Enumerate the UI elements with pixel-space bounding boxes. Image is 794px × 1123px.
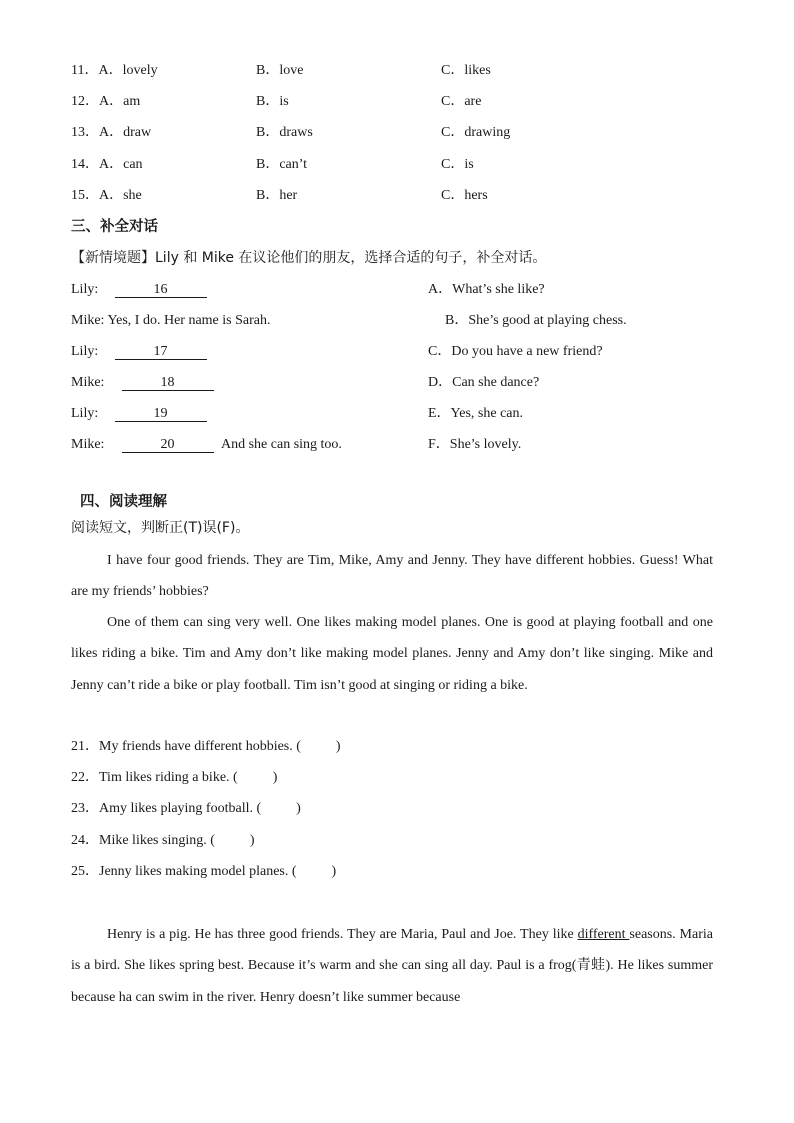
question-number: 22． <box>71 770 99 785</box>
question-23 <box>71 800 301 818</box>
dialogue-line-17 <box>71 343 207 361</box>
section-4-instruction: 阅读短文，判断正(T)误(F)。 <box>71 520 250 536</box>
speaker: Mike: <box>71 313 105 328</box>
paragraph-text: One of them can sing very well. One likes making model planes. One is good at playing football and one likes riding a bike. Tim and Amy don’t like making model planes. Jenny and Amy don’t like singing. Mike and Jenny can’t ride a bike or play football. Tim isn’t good at singing or riding a bike. <box>71 615 713 693</box>
question-number: 15． <box>71 188 99 203</box>
dialogue-option-d: D．Can she dance? <box>428 375 540 390</box>
answer-blank[interactable]: 18 <box>122 375 214 391</box>
speaker: Lily: <box>71 282 99 297</box>
choice-row-15 <box>71 187 142 205</box>
option-b: B．her <box>256 188 298 203</box>
question-text: Jenny likes making model planes. <box>99 864 289 879</box>
option-b: B．is <box>256 94 289 109</box>
dialogue-option-b: B．She’s good at playing chess. <box>445 313 627 328</box>
section-3-instruction: 【新情境题】Lily 和 Mike 在议论他们的朋友，选择合适的句子，补全对话。 <box>71 250 547 266</box>
option-c: C．drawing <box>441 125 511 140</box>
answer-blank[interactable]: 19 <box>115 406 207 422</box>
reading-passage-2 <box>71 919 713 1013</box>
dialogue-line-mike <box>71 312 271 330</box>
choice-row-13 <box>71 124 151 142</box>
question-21 <box>71 738 341 756</box>
question-text: Tim likes riding a bike. <box>99 770 230 785</box>
dialogue-text: Yes, I do. Her name is Sarah. <box>107 313 271 328</box>
question-number: 13． <box>71 125 99 140</box>
option-c: C．hers <box>441 188 488 203</box>
dialogue-text: And she can sing too. <box>221 437 342 452</box>
speaker: Mike: <box>71 375 105 390</box>
answer-blank[interactable]: 17 <box>115 344 207 360</box>
dialogue-option-c: C．Do you have a new friend? <box>428 344 603 359</box>
choice-row-14 <box>71 156 143 174</box>
option-a: A．am <box>99 94 141 109</box>
option-c: C．likes <box>441 63 491 78</box>
reading-paragraph-1 <box>71 545 713 608</box>
option-a: A．she <box>99 188 142 203</box>
option-a: A．lovely <box>98 63 158 78</box>
question-number: 11． <box>71 63 99 78</box>
question-text: My friends have different hobbies. <box>99 739 293 754</box>
answer-parentheses[interactable]: ( ) <box>210 833 255 848</box>
passage-text: Henry is a pig. He has three good friends. They are Maria, Paul and Joe. They like <box>107 927 578 942</box>
section-3-title: 三、补全对话 <box>71 219 158 235</box>
dialogue-line-16 <box>71 281 207 299</box>
option-b: B．can’t <box>256 157 308 172</box>
answer-parentheses[interactable]: ( ) <box>256 801 301 816</box>
answer-parentheses[interactable]: ( ) <box>291 864 337 879</box>
dialogue-line-20 <box>71 436 342 454</box>
option-b: B．love <box>256 63 304 78</box>
option-a: A．can <box>99 157 143 172</box>
option-c: C．is <box>441 157 474 172</box>
question-text: Mike likes singing. <box>99 833 207 848</box>
section-4-title: 四、阅读理解 <box>80 494 167 510</box>
underlined-word: different <box>577 927 630 942</box>
question-number: 21． <box>71 739 99 754</box>
dialogue-line-18 <box>71 374 214 392</box>
passage-text: seasons. Maria is a bird. She likes spring best. Because it’s warm and she can sing all day. Paul is a frog( <box>71 927 713 974</box>
dialogue-option-f: F．She’s lovely. <box>428 437 522 452</box>
speaker: Lily: <box>71 344 99 359</box>
question-24 <box>71 832 255 850</box>
choice-row-11 <box>71 62 158 80</box>
question-number: 12． <box>71 94 99 109</box>
question-number: 25． <box>71 864 99 879</box>
speaker: Mike: <box>71 437 105 452</box>
answer-parentheses[interactable]: ( ) <box>233 770 278 785</box>
passage-cjk-gloss: 青蛙 <box>576 957 606 974</box>
option-a: A．draw <box>99 125 152 140</box>
passage-text: ). He likes summer because ha can swim in the river. Henry doesn’t like summer because <box>71 958 714 1005</box>
question-number: 24． <box>71 833 99 848</box>
question-number: 14． <box>71 157 99 172</box>
dialogue-option-a: A．What’s she like? <box>428 282 545 297</box>
dialogue-line-19 <box>71 405 207 423</box>
choice-row-12 <box>71 93 140 111</box>
question-number: 23． <box>71 801 99 816</box>
answer-blank[interactable]: 20 <box>122 437 214 453</box>
reading-paragraph-2 <box>71 607 713 701</box>
paragraph-text: I have four good friends. They are Tim, Mike, Amy and Jenny. They have different hobbies. Guess! What are my friends’ hobbies? <box>71 553 713 600</box>
speaker: Lily: <box>71 406 99 421</box>
dialogue-option-e: E．Yes, she can. <box>428 406 524 421</box>
option-c: C．are <box>441 94 482 109</box>
option-b: B．draws <box>256 125 313 140</box>
question-22 <box>71 769 277 787</box>
question-25 <box>71 863 336 881</box>
answer-blank[interactable]: 16 <box>115 282 207 298</box>
answer-parentheses[interactable]: ( ) <box>296 739 341 754</box>
question-text: Amy likes playing football. <box>99 801 253 816</box>
